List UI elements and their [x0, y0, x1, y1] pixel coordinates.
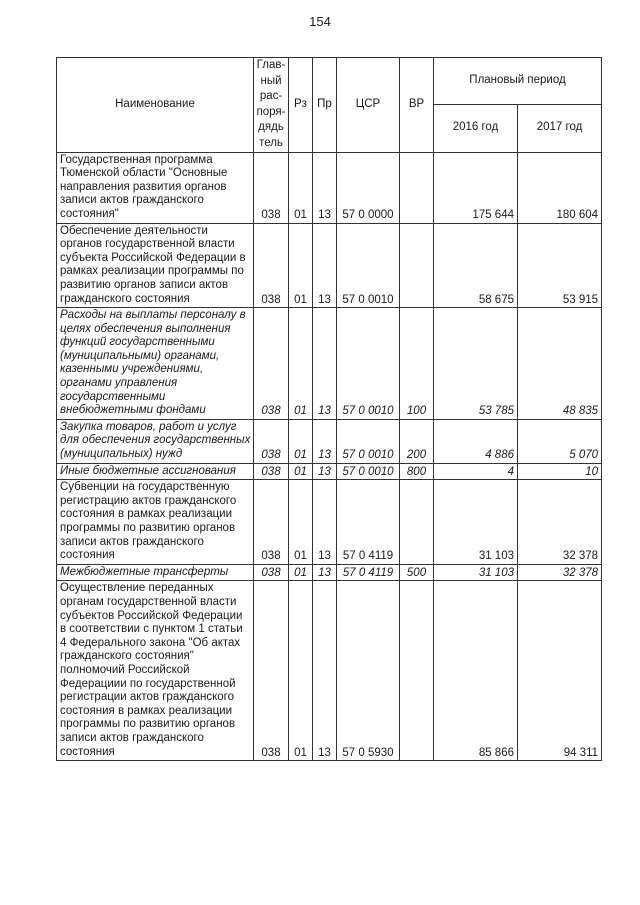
- cell-vr: [400, 581, 434, 761]
- table-row: [57, 480, 602, 565]
- header-glavny-line: рас-: [259, 90, 283, 103]
- header-glavny-line: тель: [259, 136, 283, 149]
- cell-name: Расходы на выплаты персоналу в целях обеспечения выполнения функций государственными (муниципальными) органами, казенными учреждениями, органами управления государственными внебюджетными фондами: [57, 308, 254, 420]
- cell-y2016: 4 886: [434, 419, 518, 463]
- table-row: [57, 463, 602, 480]
- header-year-2016: 2016 год: [434, 104, 518, 152]
- cell-pr: 13: [313, 419, 337, 463]
- cell-vr: [400, 480, 434, 565]
- header-glavny-line: поря-: [256, 105, 286, 118]
- table-row: [57, 564, 602, 581]
- page-number: 154: [309, 14, 331, 29]
- cell-pr: 13: [313, 581, 337, 761]
- table-body: [57, 152, 602, 761]
- cell-csr: 57 0 0010: [337, 419, 400, 463]
- cell-csr: 57 0 0010: [337, 463, 400, 480]
- table-row: [57, 152, 602, 223]
- cell-name: Субвенции на государственную регистрацию актов гражданского состояния в рамках реализации программы по развитию органов записи актов гражданского состояния: [57, 480, 254, 565]
- budget-table: [56, 57, 602, 761]
- cell-y2017: 5 070: [518, 419, 602, 463]
- cell-name: Иные бюджетные ассигнования: [57, 463, 254, 480]
- cell-y2017: 53 915: [518, 223, 602, 308]
- cell-rz: 01: [289, 581, 313, 761]
- cell-gr: 038: [254, 480, 289, 565]
- cell-vr: 800: [400, 463, 434, 480]
- cell-gr: 038: [254, 463, 289, 480]
- cell-rz: 01: [289, 223, 313, 308]
- header-name: Наименование: [57, 58, 254, 153]
- cell-rz: 01: [289, 480, 313, 565]
- cell-csr: 57 0 0010: [337, 223, 400, 308]
- header-planned-period: Плановый период: [434, 58, 602, 105]
- cell-csr: 57 0 4119: [337, 480, 400, 565]
- cell-vr: [400, 152, 434, 223]
- cell-y2016: 175 644: [434, 152, 518, 223]
- cell-y2016: 53 785: [434, 308, 518, 420]
- cell-csr: 57 0 5930: [337, 581, 400, 761]
- cell-gr: 038: [254, 419, 289, 463]
- cell-vr: [400, 223, 434, 308]
- cell-gr: 038: [254, 308, 289, 420]
- cell-csr: 57 0 0010: [337, 308, 400, 420]
- cell-pr: 13: [313, 480, 337, 565]
- header-vr: ВР: [400, 58, 434, 153]
- header-glavny-line: дядь: [258, 121, 284, 134]
- cell-pr: 13: [313, 564, 337, 581]
- cell-y2017: 32 378: [518, 480, 602, 565]
- cell-gr: 038: [254, 152, 289, 223]
- table-row: [57, 223, 602, 308]
- header-glavny: [254, 58, 289, 153]
- cell-gr: 038: [254, 223, 289, 308]
- cell-name: Государственная программа Тюменской области "Основные направления развития органов записи актов гражданского состояния": [57, 152, 254, 223]
- header-glavny-line: Глав-: [256, 59, 286, 71]
- header-csr: ЦСР: [337, 58, 400, 153]
- cell-y2016: 4: [434, 463, 518, 480]
- cell-pr: 13: [313, 308, 337, 420]
- cell-gr: 038: [254, 564, 289, 581]
- cell-rz: 01: [289, 152, 313, 223]
- cell-y2016: 31 103: [434, 564, 518, 581]
- cell-vr: 200: [400, 419, 434, 463]
- header-pr: Пр: [313, 58, 337, 153]
- cell-vr: 100: [400, 308, 434, 420]
- cell-y2016: 31 103: [434, 480, 518, 565]
- cell-y2017: 94 311: [518, 581, 602, 761]
- header-year-2017: 2017 год: [518, 104, 602, 152]
- cell-rz: 01: [289, 564, 313, 581]
- cell-name: Осуществление переданных органам государственной власти субъектов Российской Федерации в соответствии с пунктом 1 статьи 4 Федерального закона "Об актах гражданского состояния" полномочий Российской Федерациии по государственной регистрации актов гражданского состояния в рамках реализации программы по развитию органов записи актов гражданского состояния: [57, 581, 254, 761]
- table-row: [57, 581, 602, 761]
- cell-csr: 57 0 0000: [337, 152, 400, 223]
- cell-gr: 038: [254, 581, 289, 761]
- cell-name: Закупка товаров, работ и услуг для обеспечения государственных (муниципальных) нужд: [57, 419, 254, 463]
- cell-pr: 13: [313, 463, 337, 480]
- header-rz: Рз: [289, 58, 313, 153]
- table-row: [57, 308, 602, 420]
- cell-y2017: 10: [518, 463, 602, 480]
- cell-name: Обеспечение деятельности органов государственной власти субъекта Российской Федерации в рамках реализации программы по развитию органов записи актов гражданского состояния: [57, 223, 254, 308]
- cell-csr: 57 0 4119: [337, 564, 400, 581]
- cell-pr: 13: [313, 152, 337, 223]
- cell-y2016: 58 675: [434, 223, 518, 308]
- cell-name: Межбюджетные трансферты: [57, 564, 254, 581]
- cell-rz: 01: [289, 463, 313, 480]
- cell-y2017: 180 604: [518, 152, 602, 223]
- cell-rz: 01: [289, 419, 313, 463]
- table-row: [57, 419, 602, 463]
- header-glavny-line: ный: [260, 74, 282, 87]
- cell-vr: 500: [400, 564, 434, 581]
- cell-y2016: 85 866: [434, 581, 518, 761]
- cell-pr: 13: [313, 223, 337, 308]
- cell-rz: 01: [289, 308, 313, 420]
- cell-y2017: 48 835: [518, 308, 602, 420]
- cell-y2017: 32 378: [518, 564, 602, 581]
